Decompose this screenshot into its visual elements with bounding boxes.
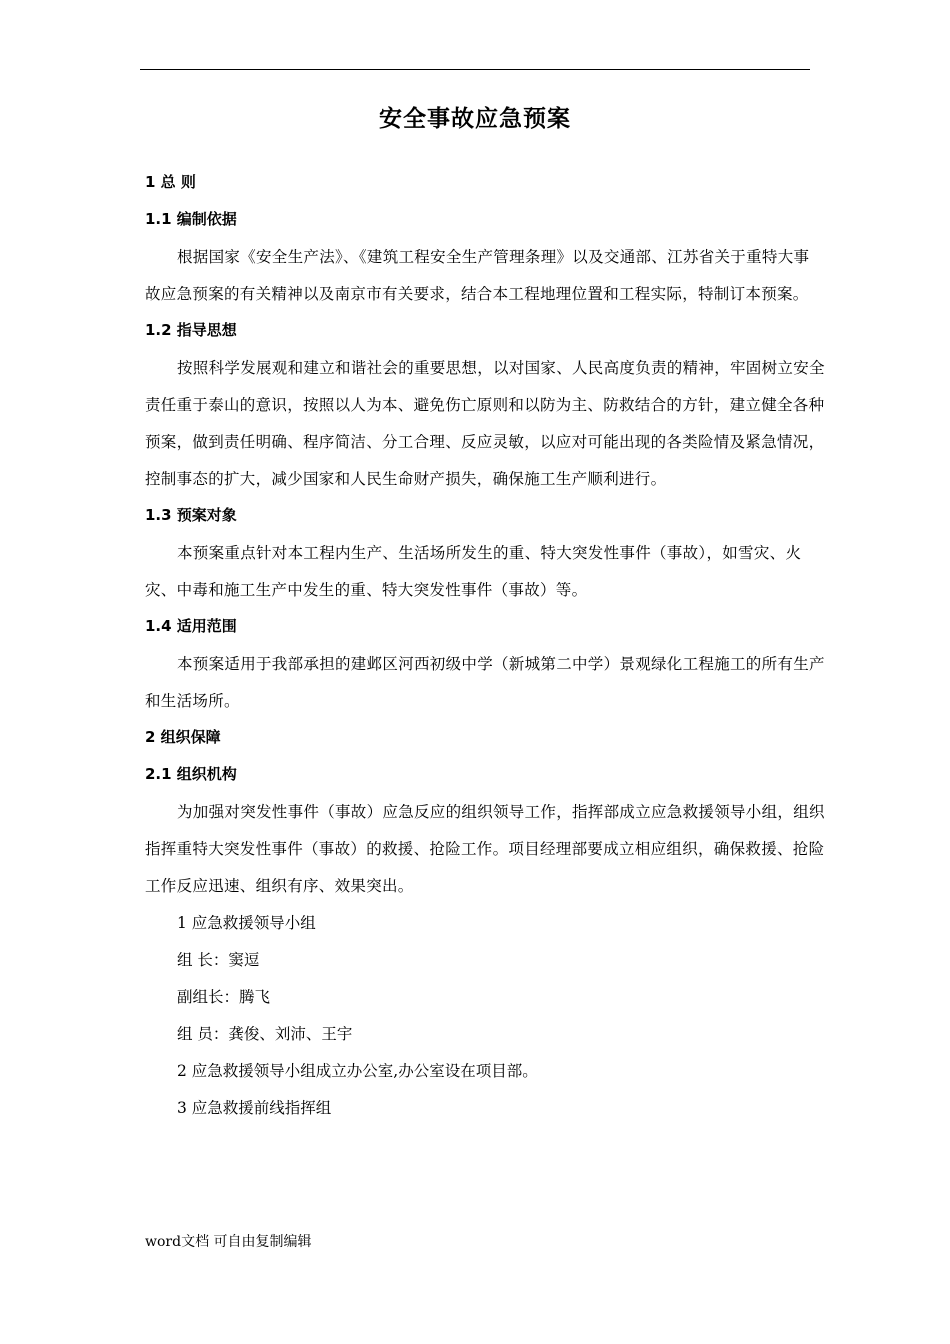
subsection-heading: 1.1 编制依据 (145, 210, 237, 228)
list-item: 组 长：窦逗 (177, 951, 260, 969)
paragraph: 本预案适用于我部承担的建邺区河西初级中学（新城第二中学）景观绿化工程施工的所有生产和生活场所。 (145, 655, 825, 710)
subsection-heading: 2.1 组织机构 (145, 765, 237, 783)
page-footer: word文档 可自由复制编辑 (145, 1234, 312, 1250)
document-body (145, 165, 825, 1127)
subsection-heading: 1.2 指导思想 (145, 321, 237, 339)
paragraph: 为加强对突发性事件（事故）应急反应的组织领导工作，指挥部成立应急救援领导小组，组织指挥重特大突发性事件（事故）的救援、抢险工作。项目经理部要成立相应组织，确保救援、抢险工作反应迅速、组织有序、效果突出。 (145, 803, 825, 895)
list-item: 3 应急救援前线指挥组 (177, 1099, 332, 1117)
subsection-heading: 1.3 预案对象 (145, 506, 237, 524)
section-heading: 2 组织保障 (145, 728, 221, 746)
header-rule (140, 69, 810, 70)
section-heading: 1 总 则 (145, 173, 196, 191)
list-item: 2 应急救援领导小组成立办公室,办公室设在项目部。 (177, 1062, 538, 1080)
paragraph: 根据国家《安全生产法》、《建筑工程安全生产管理条理》以及交通部、江苏省关于重特大事故应急预案的有关精神以及南京市有关要求，结合本工程地理位置和工程实际，特制订本预案。 (145, 248, 810, 303)
page-title: 安全事故应急预案 (379, 106, 571, 132)
list-item: 组 员：龚俊、刘沛、王宇 (177, 1025, 353, 1043)
subsection-heading: 1.4 适用范围 (145, 617, 237, 635)
paragraph: 本预案重点针对本工程内生产、生活场所发生的重、特大突发性事件（事故），如雪灾、火灾、中毒和施工生产中发生的重、特大突发性事件（事故）等。 (145, 544, 802, 599)
list-item: 1 应急救援领导小组 (177, 914, 316, 932)
list-item: 副组长：腾飞 (177, 988, 271, 1006)
paragraph: 按照科学发展观和建立和谐社会的重要思想，以对国家、人民高度负责的精神，牢固树立安全责任重于泰山的意识，按照以人为本、避免伤亡原则和以防为主、防救结合的方针，建立健全各种预案，做到责任明确、程序简洁、分工合理、反应灵敏，以应对可能出现的各类险情及紧急情况，控制事态的扩大，减少国家和人民生命财产损失，确保施工生产顺利进行。 (145, 359, 825, 488)
